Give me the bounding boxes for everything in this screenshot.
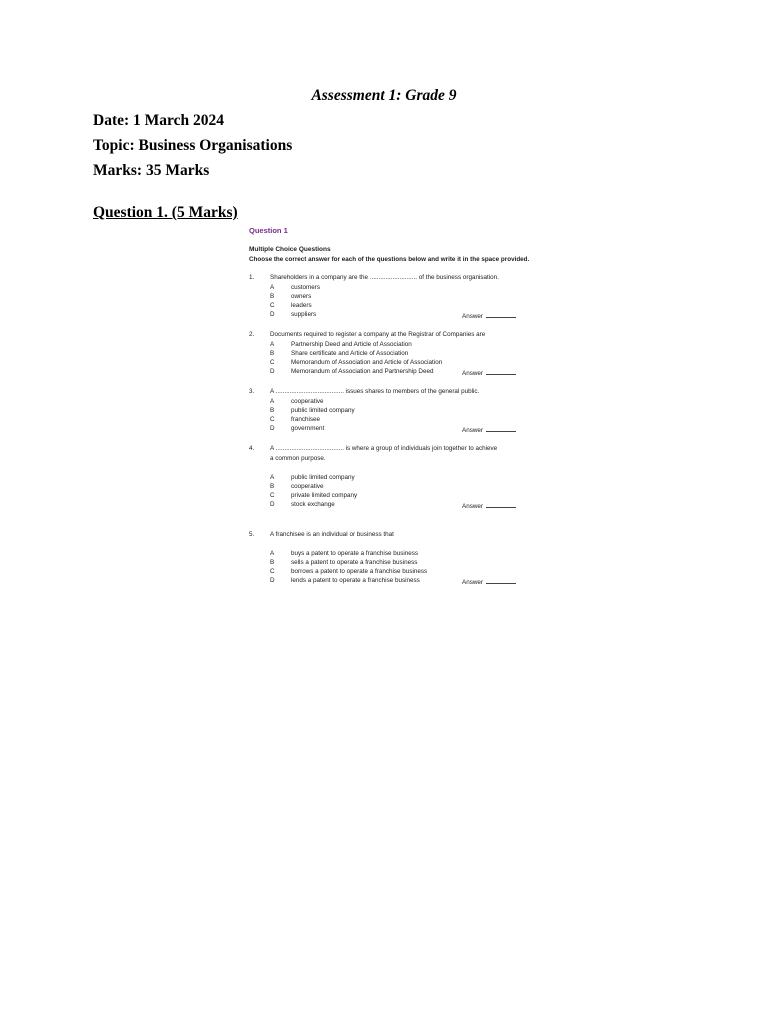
question-text-continued: a common purpose. xyxy=(270,455,326,462)
option-a: A cooperative xyxy=(270,398,324,405)
answer-blank: Answer xyxy=(462,502,516,510)
question-text: A ....................................... is where a group of individuals join together to achieve xyxy=(270,445,498,452)
option-d: D government xyxy=(270,425,325,432)
option-d: D lends a patent to operate a franchise business xyxy=(270,577,420,584)
assessment-topic: Topic: Business Organisations xyxy=(93,137,293,154)
option-d: D suppliers xyxy=(270,311,317,318)
mcq-instruction: Choose the correct answer for each of the questions below and write it in the space provided. xyxy=(249,256,530,263)
answer-blank: Answer xyxy=(462,312,516,320)
question-text: Documents required to register a company at the Registrar of Companies are xyxy=(270,331,486,338)
option-a: A Partnership Deed and Article of Association xyxy=(270,341,412,348)
question-number: 2. xyxy=(249,331,255,338)
option-c: C Memorandum of Association and Article of Association xyxy=(270,359,443,366)
answer-blank: Answer xyxy=(462,578,516,586)
question-1-image xyxy=(249,224,549,594)
answer-blank: Answer xyxy=(462,369,516,377)
question-number: 4. xyxy=(249,445,255,452)
question-text: A franchisee is an individual or business that xyxy=(270,531,394,538)
mcq-section-title: Multiple Choice Questions xyxy=(249,246,331,253)
option-c: C franchisee xyxy=(270,416,321,423)
option-b: B sells a patent to operate a franchise business xyxy=(270,559,418,566)
option-b: B owners xyxy=(270,293,312,300)
question-text: A ....................................... issues shares to members of the general public. xyxy=(270,388,480,395)
assessment-date: Date: 1 March 2024 xyxy=(93,112,225,129)
question-1-heading: Question 1. (5 Marks) xyxy=(93,204,238,221)
question-image-label: Question 1 xyxy=(249,226,288,235)
option-d: D Memorandum of Association and Partnership Deed xyxy=(270,368,434,375)
option-c: C leaders xyxy=(270,302,312,309)
option-c: C private limited company xyxy=(270,492,358,499)
option-a: A buys a patent to operate a franchise business xyxy=(270,550,419,557)
option-a: A public limited company xyxy=(270,474,355,481)
option-b: B public limited company xyxy=(270,407,355,414)
option-a: A customers xyxy=(270,284,321,291)
assessment-marks: Marks: 35 Marks xyxy=(93,162,210,179)
question-number: 1. xyxy=(249,274,255,281)
option-c: C borrows a patent to operate a franchise business xyxy=(270,568,428,575)
answer-blank: Answer xyxy=(462,426,516,434)
question-text: Shareholders in a company are the ........................... of the business organisation. xyxy=(270,274,499,281)
assessment-title: Assessment 1: Grade 9 xyxy=(311,87,457,104)
option-d: D stock exchange xyxy=(270,501,335,508)
option-b: B Share certificate and Article of Association xyxy=(270,350,409,357)
question-number: 3. xyxy=(249,388,255,395)
option-b: B cooperative xyxy=(270,483,324,490)
question-number: 5. xyxy=(249,531,255,538)
